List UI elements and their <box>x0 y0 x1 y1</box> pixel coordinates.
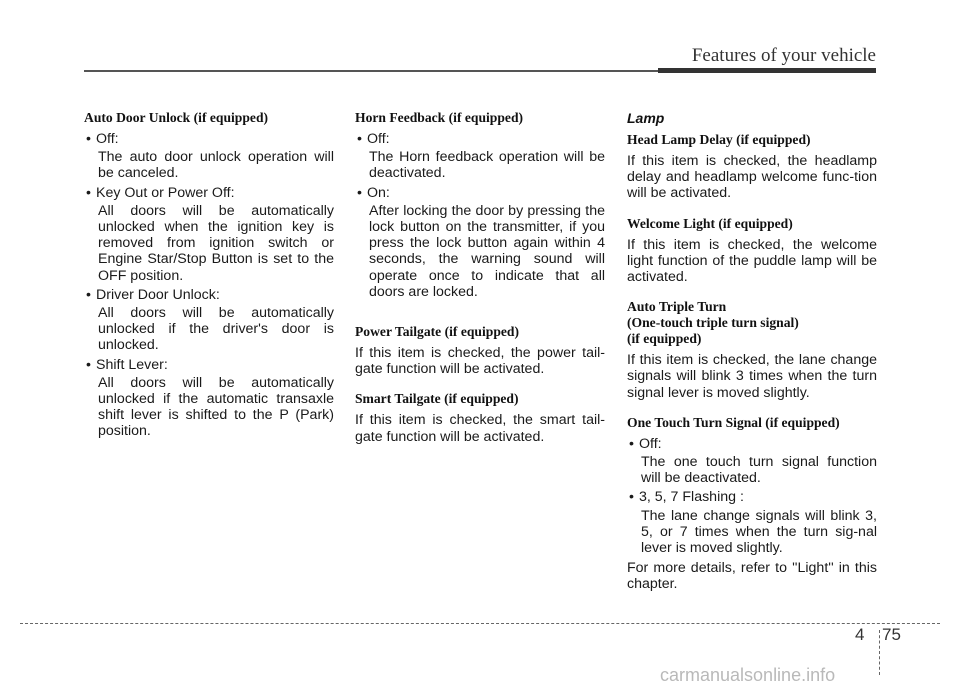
bullet-item <box>84 131 334 147</box>
section-heading-sub: (if equipped) <box>627 331 702 347</box>
bullet-description: The one touch turn signal function will be deactivated. <box>641 454 877 487</box>
section-heading-sub: (One-touch triple turn signal) <box>627 315 799 331</box>
bullet-label: Shift Lever: <box>96 356 168 373</box>
paragraph: If this item is checked, the lane change signals will blink 3 times when the turn signal lever is moved slightly. <box>627 352 877 401</box>
bullet-item <box>84 287 334 303</box>
section-heading: Auto Door Unlock (if equipped) <box>84 110 269 125</box>
section-title: Lamp <box>627 110 665 126</box>
bullet-label: Driver Door Unlock: <box>96 286 220 303</box>
bullet-description: The lane change signals will blink 3, 5, or 7 times when the turn sig-nal lever is moved slightly. <box>641 507 877 557</box>
footer-divider <box>879 630 880 675</box>
column-auto-door-unlock <box>84 110 334 443</box>
section-heading: Head Lamp Delay (if equipped) <box>627 132 811 147</box>
section-heading: Horn Feedback (if equipped) <box>355 110 524 125</box>
column-horn-tailgate <box>355 110 605 445</box>
section-heading: Auto Triple Turn <box>627 299 727 315</box>
bullet-description: All doors will be automatically unlocked if the automatic transaxle shift lever is shifted to the P (Park) position. <box>98 374 334 440</box>
chapter-number: 4 <box>855 625 865 644</box>
bullet-icon: • <box>86 356 91 373</box>
paragraph: If this item is checked, the smart tail-gate function will be activated. <box>355 412 605 445</box>
page-header-title: Features of your vehicle <box>691 45 876 66</box>
section-heading: Welcome Light (if equipped) <box>627 215 793 231</box>
bullet-label: 3, 5, 7 Flashing : <box>639 489 744 506</box>
bullet-label: Key Out or Power Off: <box>96 184 235 201</box>
bullet-description: After locking the door by pressing the lock button on the transmitter, if you press the lock button again within 4 seconds, the warning sound will operate once to indicate that all doors are locked. <box>369 202 605 300</box>
paragraph: If this item is checked, the welcome light function of the puddle lamp will be activated. <box>627 236 877 286</box>
bullet-icon: • <box>357 131 362 147</box>
bullet-icon: • <box>86 286 91 303</box>
paragraph: If this item is checked, the headlamp delay and headlamp welcome func-tion will be activated. <box>627 153 877 202</box>
section-heading: Smart Tailgate (if equipped) <box>355 391 519 407</box>
bullet-item <box>627 436 877 452</box>
bullet-icon: • <box>86 184 91 201</box>
watermark: carmanualsonline.info <box>660 665 836 685</box>
bullet-item <box>84 185 334 201</box>
bullet-description: All doors will be automatically unlocked if the driver's door is unlocked. <box>98 305 334 354</box>
bullet-item <box>627 489 877 505</box>
section-heading: Power Tailgate (if equipped) <box>355 324 520 340</box>
bullet-label: Off: <box>367 131 390 147</box>
bullet-icon: • <box>86 131 91 147</box>
bullet-icon: • <box>357 184 362 201</box>
bullet-description: The auto door unlock operation will be canceled. <box>98 149 334 182</box>
bullet-icon: • <box>629 435 634 452</box>
section-heading: One Touch Turn Signal (if equipped) <box>627 414 840 430</box>
bullet-item <box>355 131 605 147</box>
bullet-label: Off: <box>639 435 662 452</box>
bullet-description: All doors will be automatically unlocked when the ignition key is removed from ignition switch or Engine Star/Stop Button is set to the OFF position. <box>98 202 334 284</box>
bullet-item <box>84 357 334 373</box>
paragraph: For more details, refer to ''Light'' in this chapter. <box>627 560 877 593</box>
bullet-label: On: <box>367 184 390 201</box>
paragraph: If this item is checked, the power tail-gate function will be activated. <box>355 345 605 378</box>
bullet-item <box>355 185 605 201</box>
bullet-description: The Horn feedback operation will be deactivated. <box>369 149 605 182</box>
header-rule-accent <box>658 68 876 73</box>
bullet-icon: • <box>629 489 634 506</box>
bullet-label: Off: <box>96 131 119 147</box>
column-lamp <box>627 110 877 593</box>
page-number: 75 <box>882 625 901 644</box>
footer-rule <box>20 623 940 624</box>
